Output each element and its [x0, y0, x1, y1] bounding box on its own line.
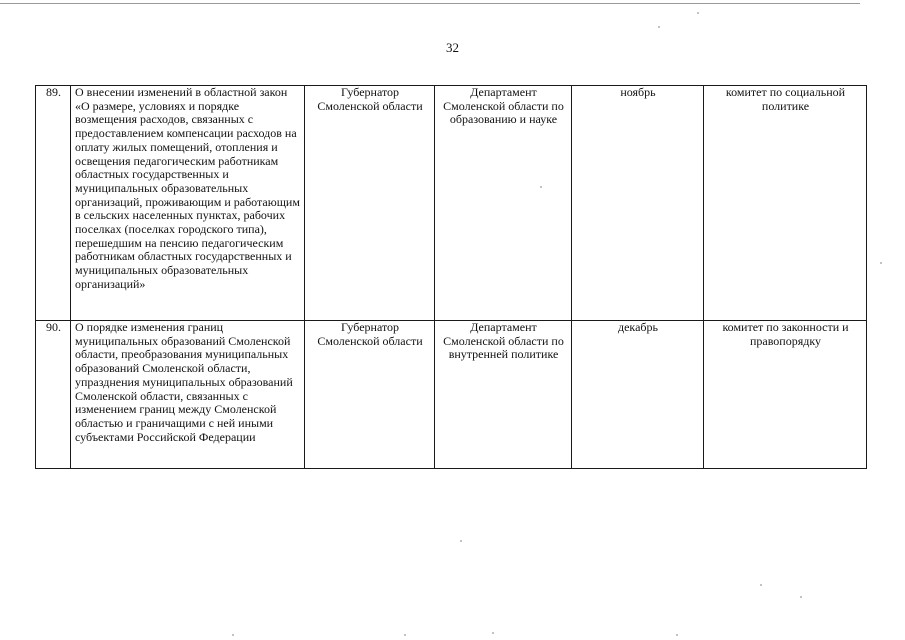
scan-speck [658, 26, 660, 28]
initiator-cell: Губернатор Смоленской области [305, 321, 435, 469]
scan-speck [697, 12, 699, 14]
table-row-90 [36, 321, 867, 469]
developer-cell: Департамент Смоленской области по внутренней политике [435, 321, 572, 469]
scan-top-rule [0, 3, 860, 4]
scan-speck [460, 540, 462, 542]
deadline-cell: декабрь [572, 321, 704, 469]
scan-speck [760, 584, 762, 586]
scan-speck [492, 632, 494, 634]
row-number: 90. [36, 321, 71, 469]
committee-cell: комитет по законности и правопорядку [704, 321, 867, 469]
law-title: О порядке изменения границ муниципальных образований Смоленской области, преобразования муниципальных образований Смоленской области, упразднения муниципальных образований Смоленской области, связанных с изменением границ между Смоленской областью и граничащими с ней иными субъектами Российской Федерации [71, 321, 305, 469]
developer-cell: Департамент Смоленской области по образованию и науке [435, 86, 572, 321]
committee-cell: комитет по социальной политике [704, 86, 867, 321]
scan-speck [676, 634, 678, 636]
row-number: 89. [36, 86, 71, 321]
scan-speck [800, 596, 802, 598]
initiator-cell: Губернатор Смоленской области [305, 86, 435, 321]
scan-speck [232, 634, 234, 636]
deadline-cell: ноябрь [572, 86, 704, 321]
table-row-89 [36, 86, 867, 321]
page-number: 32 [446, 40, 459, 55]
scan-speck [880, 262, 882, 264]
law-title: О внесении изменений в областной закон «О размере, условиях и порядке возмещения расходов, связанных с предоставлением компенсации расходов на оплату жилых помещений, отопления и освещения педагогическим работникам областных государственных и муниципальных образовательных организаций, проживающим и работающим в сельских населенных пунктах, рабочих поселках (поселках городского типа), перешедшим на пенсию педагогическим работникам областных государственных и муниципальных образовательных организаций» [71, 86, 305, 321]
scan-speck [540, 186, 542, 188]
legislation-plan-table [35, 85, 867, 469]
scan-speck [404, 634, 406, 636]
